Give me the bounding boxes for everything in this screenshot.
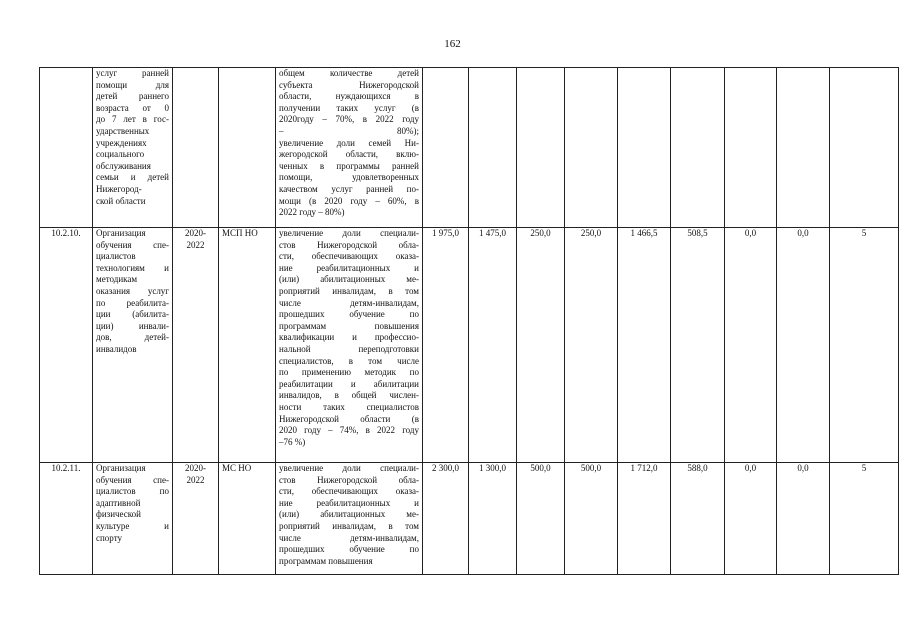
measure-name-line: обучения спе- <box>96 474 169 485</box>
funding-value: 1 712,0 <box>618 463 671 575</box>
measure-executor <box>219 68 276 228</box>
measure-name-line: детей раннего <box>96 91 169 102</box>
measure-period-line: 2022 <box>186 239 205 250</box>
measure-result-line: помощи, удовлетворенных <box>279 172 419 183</box>
measure-result <box>276 228 423 463</box>
measure-result <box>276 463 423 575</box>
measure-period <box>173 228 219 463</box>
measure-result-line: по применению методик по <box>279 367 419 378</box>
measure-result-line: сти, обеспечивающих оказа- <box>279 251 419 262</box>
measure-name-line: циалистов по <box>96 486 169 497</box>
measure-name-line: технологиям и <box>96 262 169 273</box>
measure-name-line: физической <box>96 509 141 520</box>
measure-result-line: числе детям-инвалидам, <box>279 297 419 308</box>
measure-name-line: инвалидов <box>96 343 137 354</box>
measure-result-line: ности таких специалистов <box>279 401 419 412</box>
funding-value <box>469 68 517 228</box>
measure-result-line: сти, обеспечивающих оказа- <box>279 486 419 497</box>
measure-result-line: субъекта Нижегородской <box>279 79 419 90</box>
measure-result-line: мощи (в 2020 году – 60%, в <box>279 195 419 206</box>
measure-name-line: обучения спе- <box>96 239 169 250</box>
measure-name-line: оказания услуг <box>96 285 169 296</box>
measure-result-line: специалистов, в том числе <box>279 355 419 366</box>
measure-name-line: обслуживания <box>96 160 151 171</box>
measure-name <box>93 68 173 228</box>
funding-value: 250,0 <box>517 228 565 463</box>
measure-name-line: услуг ранней <box>96 68 169 78</box>
funding-value: 1 466,5 <box>618 228 671 463</box>
measure-result-line: общем количестве детей <box>279 68 419 78</box>
measure-result-line: стов Нижегородской обла- <box>279 474 419 485</box>
funding-value: 0,0 <box>725 228 777 463</box>
funding-value <box>517 68 565 228</box>
table-row <box>40 463 899 575</box>
measure-result-line: реабилитации и абилитации <box>279 378 419 389</box>
measure-name-line: возраста от 0 <box>96 102 169 113</box>
measure-period <box>173 68 219 228</box>
measure-executor: МС НО <box>219 463 276 575</box>
measure-name-line: адаптивной <box>96 497 141 508</box>
measure-name-line: по реабилита- <box>96 297 169 308</box>
measure-name-line: ции) инвали- <box>96 320 169 331</box>
measure-name-line: ской области <box>96 195 146 206</box>
measure-name-line: помощи для <box>96 79 169 90</box>
measure-name <box>93 463 173 575</box>
funding-value: 1 300,0 <box>469 463 517 575</box>
page-number: 162 <box>444 38 461 50</box>
measure-executor: МСП НО <box>219 228 276 463</box>
measure-name-line: Нижегород- <box>96 183 142 194</box>
measure-period-line: 2022 <box>186 474 205 485</box>
measure-name-line: учреждениях <box>96 137 147 148</box>
measure-name <box>93 228 173 463</box>
measure-result <box>276 68 423 228</box>
measure-result-line: 2020 году – 74%, в 2022 году <box>279 425 419 436</box>
measure-result-line: нальной переподготовки <box>279 343 419 354</box>
funding-value: 508,5 <box>671 228 725 463</box>
measure-period-line: 2020- <box>185 463 206 473</box>
table-row <box>40 68 899 228</box>
funding-value <box>777 68 830 228</box>
measure-result-line: стов Нижегородской обла- <box>279 239 419 250</box>
measure-name-line: Организация <box>96 228 146 238</box>
funding-value: 588,0 <box>671 463 725 575</box>
funding-value: 1 475,0 <box>469 228 517 463</box>
measure-name-line: циалистов <box>96 251 136 262</box>
measure-result-line: получении таких услуг (в <box>279 102 419 113</box>
measure-result-line: Нижегородской области (в <box>279 413 419 424</box>
measure-name-line: методикам <box>96 274 138 285</box>
measure-result-line: инвалидов, в общей числен- <box>279 390 419 401</box>
measure-result-line: роприятий инвалидам, в том <box>279 285 419 296</box>
measure-result-line: –76 %) <box>279 436 306 447</box>
program-table <box>39 67 899 575</box>
funding-value <box>725 68 777 228</box>
measure-result-line: увеличение доли специали- <box>279 228 419 238</box>
measure-result-line: (или) абилитационных ме- <box>279 274 419 285</box>
funding-value: 0,0 <box>777 228 830 463</box>
measure-result-line: 2020году – 70%, в 2022 году <box>279 114 419 125</box>
funding-value: 0,0 <box>725 463 777 575</box>
measure-period <box>173 463 219 575</box>
funding-value: 250,0 <box>565 228 618 463</box>
funding-value: 5 <box>830 228 899 463</box>
measure-result-line: (или) абилитационных ме- <box>279 509 419 520</box>
table-row <box>40 228 899 463</box>
measure-result-line: качеством услуг ранней по- <box>279 183 419 194</box>
measure-name-line: семьи и детей <box>96 172 169 183</box>
measure-result-line: ченных в программы ранней <box>279 160 419 171</box>
measure-result-line: ние реабилитационных и <box>279 497 419 508</box>
measure-name-line: спорту <box>96 532 123 543</box>
measure-code: 10.2.10. <box>40 228 93 463</box>
measure-result-line: числе детям-инвалидам, <box>279 532 419 543</box>
funding-value: 2 300,0 <box>423 463 469 575</box>
measure-result-line: жегородской области, вклю- <box>279 149 419 160</box>
measure-result-line: ние реабилитационных и <box>279 262 419 273</box>
measure-result-line: увеличение доли специали- <box>279 463 419 473</box>
measure-name-line: Организация <box>96 463 146 473</box>
measure-result-line: области, нуждающихся в <box>279 91 419 102</box>
measure-name-line: культуре и <box>96 520 169 531</box>
measure-result-line: прошедших обучение по <box>279 544 419 555</box>
funding-value: 0,0 <box>777 463 830 575</box>
measure-period-line: 2020- <box>185 228 206 238</box>
measure-result-line: программам повышения <box>279 555 373 566</box>
measure-name-line: дов, детей- <box>96 332 169 343</box>
measure-code <box>40 68 93 228</box>
measure-result-line: 2022 году – 80%) <box>279 207 345 218</box>
funding-value <box>423 68 469 228</box>
measure-result-line: программам повышения <box>279 320 419 331</box>
measure-result-line: прошедших обучение по <box>279 309 419 320</box>
funding-value: 1 975,0 <box>423 228 469 463</box>
funding-value <box>830 68 899 228</box>
measure-name-line: социального <box>96 149 145 160</box>
measure-result-line: квалификации и профессио- <box>279 332 419 343</box>
measure-result-line: роприятий инвалидам, в том <box>279 520 419 531</box>
funding-value <box>671 68 725 228</box>
measure-name-line: ции (абилита- <box>96 309 169 320</box>
funding-value <box>565 68 618 228</box>
measure-code: 10.2.11. <box>40 463 93 575</box>
funding-value: 500,0 <box>565 463 618 575</box>
measure-name-line: ударственных <box>96 125 150 136</box>
measure-result-line: – 80%); <box>279 125 419 136</box>
funding-value <box>618 68 671 228</box>
measure-name-line: до 7 лет в гос- <box>96 114 169 125</box>
measure-result-line: увеличение доли семей Ни- <box>279 137 419 148</box>
funding-value: 500,0 <box>517 463 565 575</box>
funding-value: 5 <box>830 463 899 575</box>
